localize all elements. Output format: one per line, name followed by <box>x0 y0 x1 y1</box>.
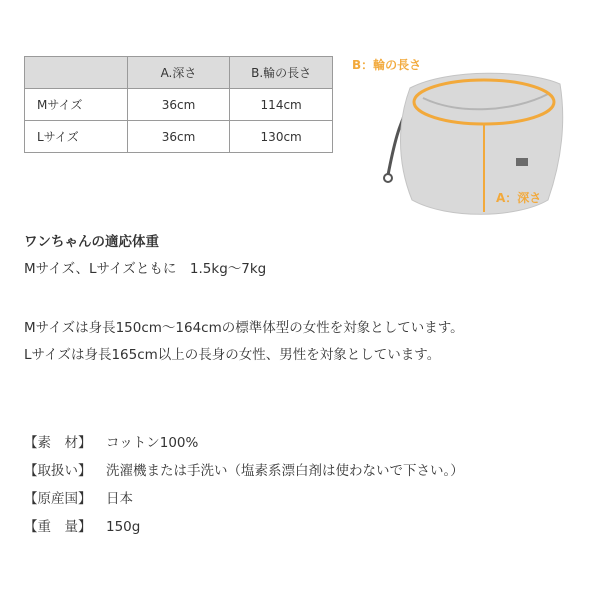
size-depth-l: 36cm <box>127 121 230 153</box>
sling-diagram <box>348 50 578 220</box>
spec-section <box>24 433 464 545</box>
spec-origin-key: 【原産国】 <box>24 491 92 507</box>
depth-label: A：深さ <box>496 191 542 205</box>
size-ring-l: 130cm <box>230 121 333 153</box>
sling-strap-clip <box>384 174 392 182</box>
weight-section <box>24 232 266 286</box>
spec-origin <box>24 489 464 517</box>
size-label-l: Lサイズ <box>25 121 128 153</box>
sling-tag <box>516 158 528 166</box>
spec-material-value: コットン100% <box>106 435 199 451</box>
weight-heading: ワンちゃんの適応体重 <box>24 234 159 250</box>
size-table-header-depth: A.深さ <box>127 57 230 89</box>
size-table-row-l <box>25 121 333 153</box>
spec-weight-value: 150g <box>106 519 141 535</box>
spec-care-value: 洗濯機または手洗い（塩素系漂白剤は使わないで下さい。） <box>106 463 464 479</box>
spec-weight-key: 【重 量】 <box>24 519 92 535</box>
size-table-row-m <box>25 89 333 121</box>
spec-care-key: 【取扱い】 <box>24 463 92 479</box>
size-label-m: Mサイズ <box>25 89 128 121</box>
target-line-l: Lサイズは身長165cm以上の長身の女性、男性を対象としています。 <box>24 347 441 363</box>
target-line-m: Mサイズは身長150cm～164cmの標準体型の女性を対象としています。 <box>24 320 464 336</box>
spec-origin-value: 日本 <box>106 491 133 507</box>
weight-line: Mサイズ、Lサイズともに 1.5kg～7kg <box>24 261 267 277</box>
size-table-header-ring: B.輪の長さ <box>230 57 333 89</box>
spec-material-key: 【素 材】 <box>24 435 92 451</box>
size-table-corner <box>25 57 128 89</box>
size-ring-m: 114cm <box>230 89 333 121</box>
spec-material <box>24 433 464 461</box>
size-depth-m: 36cm <box>127 89 230 121</box>
spec-care <box>24 461 464 489</box>
spec-weight <box>24 517 464 545</box>
ring-length-label: B：輪の長さ <box>352 58 422 72</box>
size-table <box>24 56 333 153</box>
target-section <box>24 318 464 372</box>
size-table-header-row <box>25 57 333 89</box>
